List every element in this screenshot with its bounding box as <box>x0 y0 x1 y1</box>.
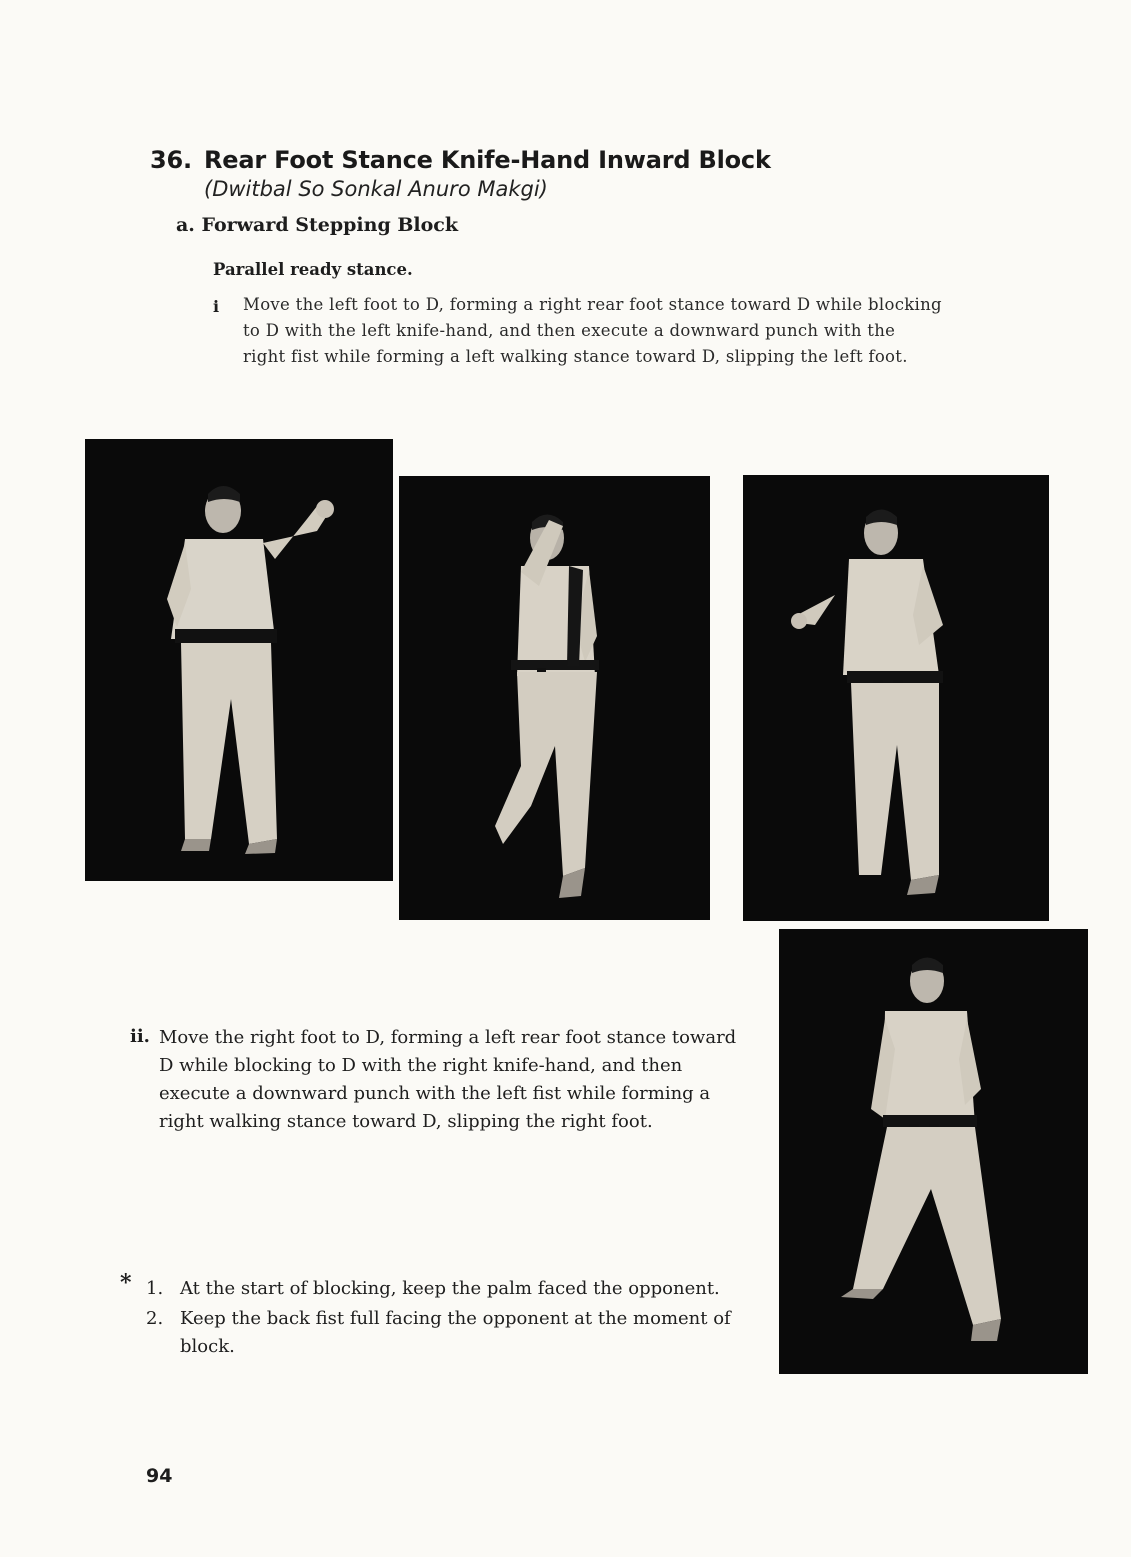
step-ii-text: Move the right foot to D, forming a left rear foot stance toward D while blocking to D with the right knife-hand, and then execute a downward punch with the left fist while forming a right walking stance toward D, slipping the right foot. <box>159 1027 737 1132</box>
step-ii-marker: ii. <box>130 1026 150 1047</box>
note-item <box>146 1305 746 1361</box>
section-heading: a. Forward Stepping Block <box>176 214 459 236</box>
page-number: 94 <box>146 1465 173 1487</box>
photo-stance-2 <box>399 476 710 920</box>
note-item <box>146 1275 746 1303</box>
figure-illustration-2 <box>399 476 710 920</box>
note-text: Keep the back fist full facing the opponent at the moment of block. <box>180 1308 731 1357</box>
ready-stance-label: Parallel ready stance. <box>213 260 413 279</box>
note-number: 2. <box>146 1308 164 1329</box>
title-text: Rear Foot Stance Knife-Hand Inward Block <box>204 146 771 174</box>
photo-stance-1 <box>85 439 393 881</box>
notes-asterisk: * <box>120 1270 132 1296</box>
figure-illustration-1 <box>85 439 393 881</box>
figure-illustration-4 <box>779 929 1088 1374</box>
step-i-marker: i <box>213 297 220 316</box>
photo-stance-4 <box>779 929 1088 1374</box>
page-title <box>150 146 771 174</box>
section-number: 36. <box>150 146 192 174</box>
photo-stance-3 <box>743 475 1049 921</box>
note-text: At the start of blocking, keep the palm faced the opponent. <box>180 1278 720 1299</box>
note-number: 1. <box>146 1278 164 1299</box>
korean-subtitle: (Dwitbal So Sonkal Anuro Makgi) <box>204 177 548 201</box>
notes-list <box>146 1275 746 1363</box>
step-i-text: Move the left foot to D, forming a right rear foot stance toward D while blocking to D with the left knife-hand, and then execute a downward punch with the right fist while forming a left walking stance toward D, slipping the left foot. <box>243 295 942 366</box>
figure-illustration-3 <box>743 475 1049 921</box>
